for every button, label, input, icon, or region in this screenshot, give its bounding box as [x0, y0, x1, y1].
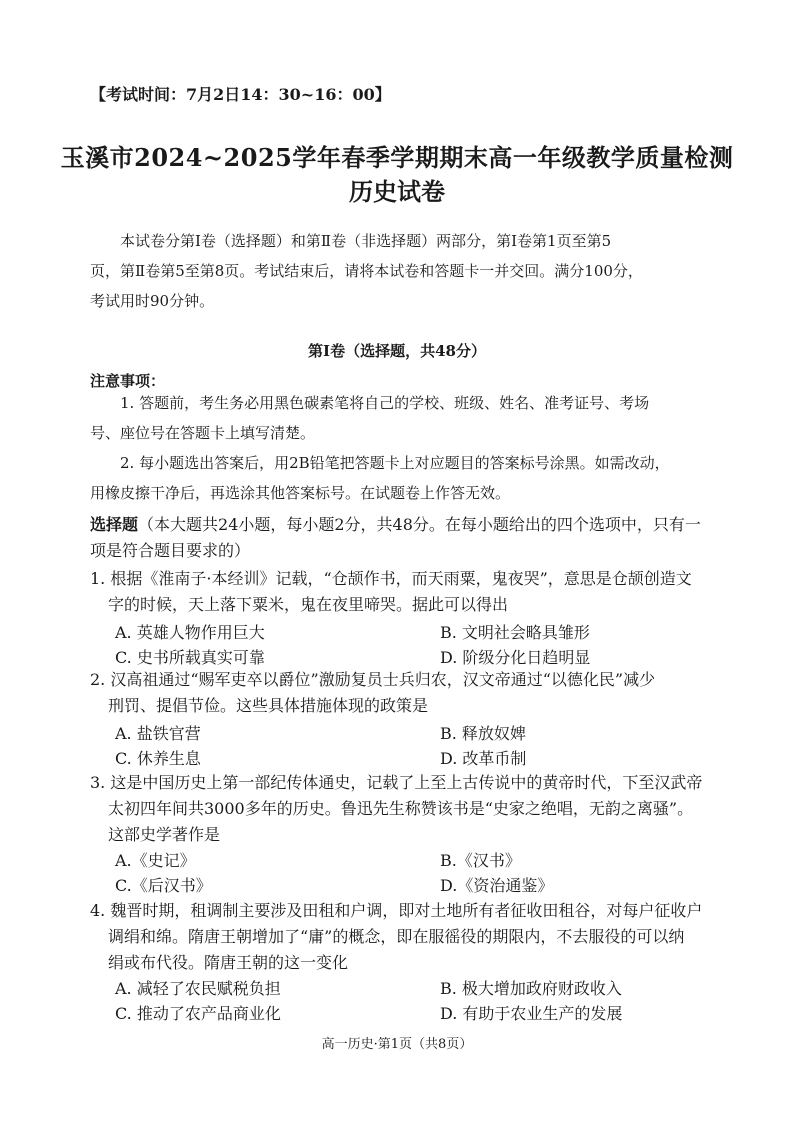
exam-intro [90, 226, 770, 316]
page-title: 玉溪市2024~2025学年春季学期期末高一年级教学质量检测 [60, 143, 734, 172]
question-4-stem-line-2: 调绢和绵。隋唐王朝增加了“庸”的概念，即在服徭役的期限内，不去服役的可以纳 [108, 927, 685, 946]
question-1-option-a[interactable]: A. 英雄人物作用巨大 [115, 623, 265, 642]
notice-item-1-line-2: 号、座位号在答题卡上填写清楚。 [90, 424, 316, 442]
section-heading: 第Ⅰ卷（选择题，共48分） [308, 342, 486, 360]
notice-block [90, 388, 770, 508]
question-2-option-d[interactable]: D. 改革币制 [440, 749, 527, 768]
question-1-stem-line-1: 1. 根据《淮南子·本经训》记载，“仓颉作书，而天雨粟，鬼夜哭”，意思是仓颉创造文 [90, 569, 692, 588]
question-2-option-a[interactable]: A. 盐铁官营 [115, 724, 201, 743]
question-4-option-b[interactable]: B. 极大增加政府财政收入 [440, 979, 622, 998]
question-3-option-c[interactable]: C.《后汉书》 [115, 876, 212, 895]
intro-line-1: 本试卷分第Ⅰ卷（选择题）和第Ⅱ卷（非选择题）两部分，第Ⅰ卷第1页至第5 [120, 232, 612, 250]
mcq-instructions [90, 512, 770, 564]
question-3-stem-line-3: 这部史学著作是 [108, 825, 221, 844]
question-2-stem-line-2: 刑罚、提倡节俭。这些具体措施体现的政策是 [108, 696, 429, 715]
question-4 [90, 898, 770, 976]
notice-item-2-line-2: 用橡皮擦干净后，再选涂其他答案标号。在试题卷上作答无效。 [90, 484, 511, 502]
question-2-stem-line-1: 2. 汉高祖通过“赐军吏卒以爵位”激励复员士兵归农，汉文帝通过“以德化民”减少 [90, 670, 656, 689]
question-2 [90, 667, 770, 719]
question-1-option-b[interactable]: B. 文明社会略具雏形 [440, 623, 590, 642]
intro-line-2: 页，第Ⅱ卷第5至第8页。考试结束后，请将本试卷和答题卡一并交回。满分100分， [90, 262, 643, 280]
intro-line-3: 考试用时90分钟。 [90, 292, 215, 310]
question-2-option-c[interactable]: C. 休养生息 [115, 749, 201, 768]
question-1 [90, 566, 770, 618]
notice-item-2-line-1: 2. 每小题选出答案后，用2B铅笔把答题卡上对应题目的答案标号涂黑。如需改动， [120, 454, 670, 472]
question-4-stem-line-1: 4. 魏晋时期，租调制主要涉及田租和户调，即对土地所有者征收田租谷，对每户征收户 [90, 901, 703, 920]
question-3 [90, 770, 770, 848]
mcq-intro-line-2: 项是符合题目要求的） [90, 541, 251, 560]
question-3-option-b[interactable]: B.《汉书》 [440, 851, 521, 870]
page-footer: 高一历史·第1页（共8页） [321, 1037, 473, 1052]
question-3-stem-line-1: 3. 这是中国历史上第一部纪传体通史，记载了上至上古传说中的黄帝时代，下至汉武帝 [90, 773, 703, 792]
question-2-option-b[interactable]: B. 释放奴婢 [440, 724, 526, 743]
page-subtitle: 历史试卷 [349, 177, 445, 206]
notice-item-1-line-1: 1. 答题前，考生务必用黑色碳素笔将自己的学校、班级、姓名、准考证号、考场 [120, 394, 650, 412]
question-3-stem-line-2: 太初四年间共3000多年的历史。鲁迅先生称赞该书是“史家之绝唱，无韵之离骚”。 [108, 799, 694, 818]
question-3-option-a[interactable]: A.《史记》 [115, 851, 196, 870]
mcq-intro-line-1: （本大题共24小题，每小题2分，共48分。在每小题给出的四个选项中，只有一 [138, 515, 701, 534]
question-1-option-d[interactable]: D. 阶级分化日趋明显 [440, 648, 591, 667]
question-4-stem-line-3: 绢或布代役。隋唐王朝的这一变化 [108, 953, 349, 972]
question-4-option-d[interactable]: D. 有助于农业生产的发展 [440, 1004, 623, 1023]
question-1-stem-line-2: 字的时候，天上落下粟米，鬼在夜里啼哭。据此可以得出 [108, 595, 509, 614]
question-1-option-c[interactable]: C. 史书所载真实可靠 [115, 648, 265, 667]
mcq-label: 选择题 [90, 515, 139, 534]
question-4-option-a[interactable]: A. 减轻了农民赋税负担 [115, 979, 281, 998]
question-3-option-d[interactable]: D.《资治通鉴》 [440, 876, 554, 895]
notice-title: 注意事项： [90, 372, 166, 390]
exam-time: 【考试时间：7月2日14：30~16：00】 [90, 85, 391, 104]
question-4-option-c[interactable]: C. 推动了农产品商业化 [115, 1004, 281, 1023]
